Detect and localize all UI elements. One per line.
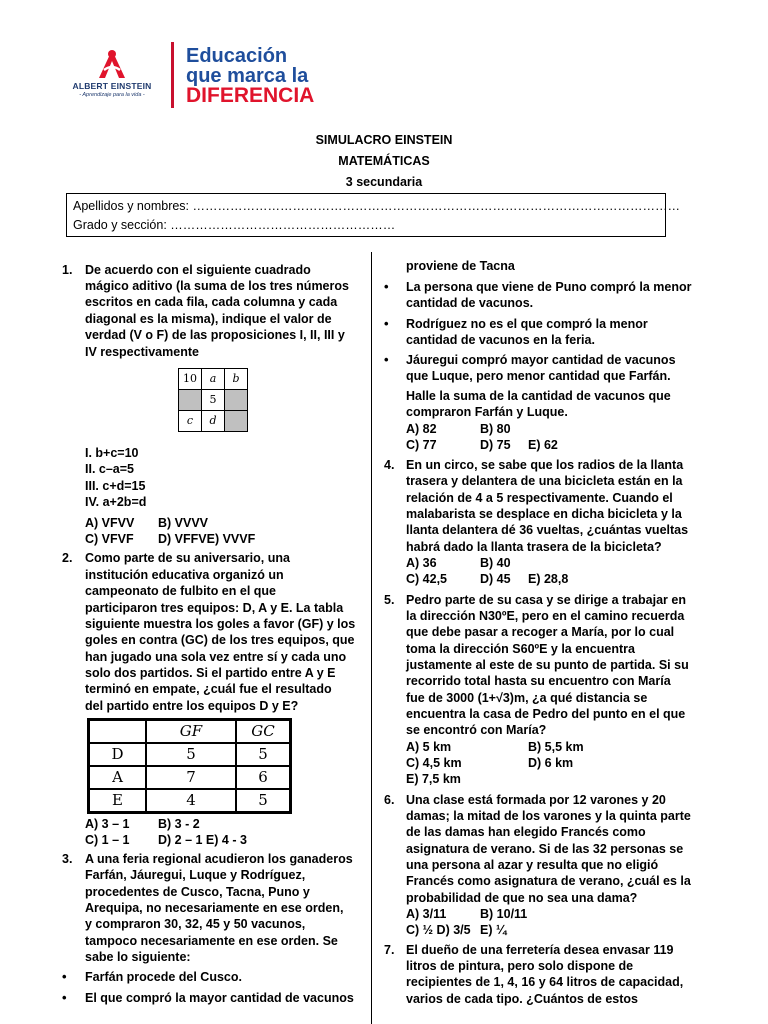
question-text: Como parte de su aniversario, una	[85, 551, 290, 565]
bullet-text: proviene de Tacna	[406, 259, 515, 273]
question-text: recipientes de 1, 4, 16 y 64 litros de capacidad,	[406, 975, 684, 989]
magic-square	[178, 368, 254, 440]
table-header: GC	[236, 720, 291, 744]
question-text: Francés como asignatura de verano, ¿cuál es la	[406, 874, 691, 888]
bullet-text: Rodríguez no es el que compró la menor	[406, 317, 648, 331]
option: D) 6 km	[528, 756, 574, 770]
question-text: Farfán, Jáuregui, Luque y Rodríguez,	[85, 868, 306, 882]
question-text: sabe lo siguiente:	[85, 950, 191, 964]
question-text: De acuerdo con el siguiente cuadrado	[85, 263, 311, 277]
question-number: 2.	[62, 551, 73, 565]
question-text: relación de 4 a 5 respectivamente. Cuando el	[406, 491, 673, 505]
square-cell: d	[202, 411, 225, 432]
exam-title: SIMULACRO EINSTEIN	[315, 133, 453, 147]
question-text: una persona al azar y resulta que no eligió	[406, 858, 659, 872]
question-text: trasera y delantera de una bicicleta están en la	[406, 474, 683, 488]
table-cell: 5	[236, 743, 291, 766]
option: C) ½ D) 3/5	[406, 923, 471, 937]
option: B) 3 - 2	[158, 817, 200, 831]
bullet-text: Farfán procede del Cusco.	[85, 970, 242, 984]
option: C) 1 – 1	[85, 833, 130, 847]
option: C) VFVF	[85, 532, 134, 546]
option: E) 28,8	[528, 572, 569, 586]
question-number: 1.	[62, 263, 73, 277]
question-text: justamente al este de su punto de partida. Si su	[406, 658, 689, 672]
question-text: encuentra la casa de Pedro del punto en el que	[406, 707, 686, 721]
question-text: damas; la mitad de los varones y la quinta parte	[406, 809, 691, 823]
question-text: verdad (V o F) de las proposiciones I, II, III y	[85, 328, 345, 342]
school-logo	[62, 48, 162, 104]
slogan-line-3: DIFERENCIA	[186, 84, 315, 107]
question-text: tampoco necesariamente en ese orden. Se	[85, 934, 338, 948]
square-cell: a	[202, 369, 225, 390]
slogan-line-1: Educación	[186, 45, 288, 67]
option: B) 40	[480, 556, 511, 570]
bullet-icon: •	[62, 990, 67, 1005]
question-text: participaron tres equipos: D, A y E. La tabla	[85, 601, 344, 615]
bullet-text: que Luque, pero menor cantidad que Farfán.	[406, 369, 671, 383]
logo-name: ALBERT EINSTEIN	[72, 81, 152, 91]
option: E) 62	[528, 438, 558, 452]
option: B) VVVV	[158, 516, 209, 530]
question-number: 6.	[384, 793, 395, 807]
question-text: la dirección N30ºE, pero en el camino recuerda	[406, 609, 685, 623]
bullet-icon: •	[384, 352, 389, 367]
question-text: terminó en empate, ¿cuál fue el resultado	[85, 682, 332, 696]
question-text: escritos en cada fila, cada columna y cada	[85, 295, 338, 309]
question-text: del partido entre los equipos D y E?	[85, 699, 299, 713]
table-header	[89, 720, 147, 744]
option: C) 77	[406, 438, 437, 452]
question-text: probabilidad de que no sea una dama?	[406, 891, 638, 905]
option: B) 5,5 km	[528, 740, 584, 754]
table-cell: 5	[236, 789, 291, 813]
slogan-line-2: que marca la	[186, 65, 309, 87]
option: D) 75	[480, 438, 511, 452]
question-text: A una feria regional acudieron los ganaderos	[85, 852, 353, 866]
table-cell: 6	[236, 766, 291, 789]
table-cell: 5	[146, 743, 236, 766]
bullet-text: La persona que viene de Puno compró la menor	[406, 280, 692, 294]
question-text: toma la dirección S60ºE y la encuentra	[406, 642, 635, 656]
table-cell: E	[89, 789, 147, 813]
bullet-icon: •	[384, 279, 389, 294]
option: D) VFFVE) VVVF	[158, 532, 256, 546]
option: A) VFVV	[85, 516, 135, 530]
question-text: recorrido total hasta su encuentro con María	[406, 674, 671, 688]
square-cell-shaded	[225, 411, 248, 432]
table-header: GF	[146, 720, 236, 744]
square-cell: 5	[202, 390, 225, 411]
student-info-box	[66, 193, 681, 237]
bullet-text: Jáuregui compró mayor cantidad de vacunos	[406, 353, 676, 367]
option: B) 80	[480, 422, 511, 436]
square-cell-shaded	[179, 390, 202, 411]
proposition: III. c+d=15	[85, 479, 146, 493]
goals-table	[87, 718, 292, 814]
question-text: campeonato de fulbito en el que	[85, 584, 276, 598]
table-row	[89, 766, 291, 789]
question-text: institución educativa organizó un	[85, 568, 284, 582]
question-text: fue de 3000 (1+√3)m, ¿a qué distancia se	[406, 691, 648, 705]
proposition: II. c–a=5	[85, 462, 134, 476]
question-text: de las damas han elegido Francés como	[406, 825, 646, 839]
question-text: El dueño de una ferretería desea envasar 119	[406, 943, 674, 957]
option: A) 3 – 1	[85, 817, 130, 831]
question-text: Arequipa, no necesariamente en ese orden,	[85, 901, 344, 915]
table-cell: D	[89, 743, 147, 766]
proposition: IV. a+2b=d	[85, 495, 147, 509]
question-text: llanta delantera dé 36 vueltas, ¿cuántas vueltas	[406, 523, 689, 537]
question-text: y compraron 30, 32, 45 y 50 vacunos,	[85, 917, 306, 931]
bullet-text: El que compró la mayor cantidad de vacunos	[85, 991, 354, 1005]
bullet-text: cantidad de vacunos en la feria.	[406, 333, 595, 347]
names-field[interactable]: Apellidos y nombres: ………………………………………………………………………………………………………	[73, 199, 681, 213]
bullet-icon: •	[62, 969, 67, 984]
question-text: diagonal es la misma), indique el valor de	[85, 312, 332, 326]
square-cell: b	[225, 369, 248, 390]
header-divider	[171, 42, 174, 108]
question-number: 4.	[384, 458, 395, 472]
square-cell: c	[179, 411, 202, 432]
question-text: varios de cada tipo. ¿Cuántos de estos	[406, 992, 639, 1006]
proposition: I. b+c=10	[85, 446, 139, 460]
option: D) 45	[480, 572, 511, 586]
question-text: IV respectivamente	[85, 345, 199, 359]
option: E) 7,5 km	[406, 772, 461, 786]
question-text: procedentes de Cusco, Tacna, Puno y	[85, 885, 310, 899]
einstein-a-logo-icon	[94, 48, 130, 80]
question-text: que debe pasar a recoger a María, por lo cual	[406, 625, 675, 639]
table-cell: 7	[146, 766, 236, 789]
question-number: 3.	[62, 852, 73, 866]
table-cell: 4	[146, 789, 236, 813]
slogan	[186, 46, 314, 106]
table-cell: A	[89, 766, 147, 789]
question-text: mágico aditivo (la suma de los tres números	[85, 279, 349, 293]
grade-field[interactable]: Grado y sección: ………………………………………………	[73, 218, 396, 232]
option: B) 10/11	[480, 907, 528, 921]
option: A) 82	[406, 422, 437, 436]
bullet-text: cantidad de vacunos.	[406, 296, 534, 310]
question-text: Halle la suma de la cantidad de vacunos que	[406, 389, 671, 403]
option: E) ¼	[480, 923, 507, 937]
table-row	[89, 743, 291, 766]
square-cell: 10	[179, 369, 202, 390]
option: C) 42,5	[406, 572, 447, 586]
question-text: se encontró con María?	[406, 723, 547, 737]
question-text: compraron Farfán y Luque.	[406, 405, 568, 419]
column-divider	[371, 252, 372, 1024]
option: A) 5 km	[406, 740, 452, 754]
question-text: goles en contra (GC) de los tres equipos, que	[85, 633, 355, 647]
question-text: asignatura de verano. Si de las 32 personas se	[406, 842, 684, 856]
question-text: solo dos partidos. Si el partido entre A y E	[85, 666, 336, 680]
question-number: 7.	[384, 943, 395, 957]
bullet-icon: •	[384, 316, 389, 331]
question-text: siguiente muestra los goles a favor (GF) y los	[85, 617, 356, 631]
question-text: Pedro parte de su casa y se dirige a trabajar en	[406, 593, 686, 607]
table-row	[89, 789, 291, 813]
question-text: han jugado una sola vez entre sí y cada uno	[85, 650, 347, 664]
square-cell-shaded	[225, 390, 248, 411]
exam-grade: 3 secundaria	[345, 175, 423, 189]
option: A) 36	[406, 556, 437, 570]
question-text: Una clase está formada por 12 varones y 20	[406, 793, 666, 807]
question-text: litros de pintura, pero solo dispone de	[406, 959, 634, 973]
logo-tagline: - Aprendizaje para la vida -	[79, 92, 145, 98]
exam-subject: MATEMÁTICAS	[338, 154, 430, 168]
question-text: habrá dado la llanta trasera de la bicicleta?	[406, 540, 662, 554]
question-number: 5.	[384, 593, 395, 607]
option: A) 3/11	[406, 907, 447, 921]
option: D) 2 – 1 E) 4 - 3	[158, 833, 247, 847]
option: C) 4,5 km	[406, 756, 462, 770]
question-text: En un circo, se sabe que los radios de la llanta	[406, 458, 684, 472]
question-text: malabarista se desplace en dicha bicicleta y la	[406, 507, 682, 521]
